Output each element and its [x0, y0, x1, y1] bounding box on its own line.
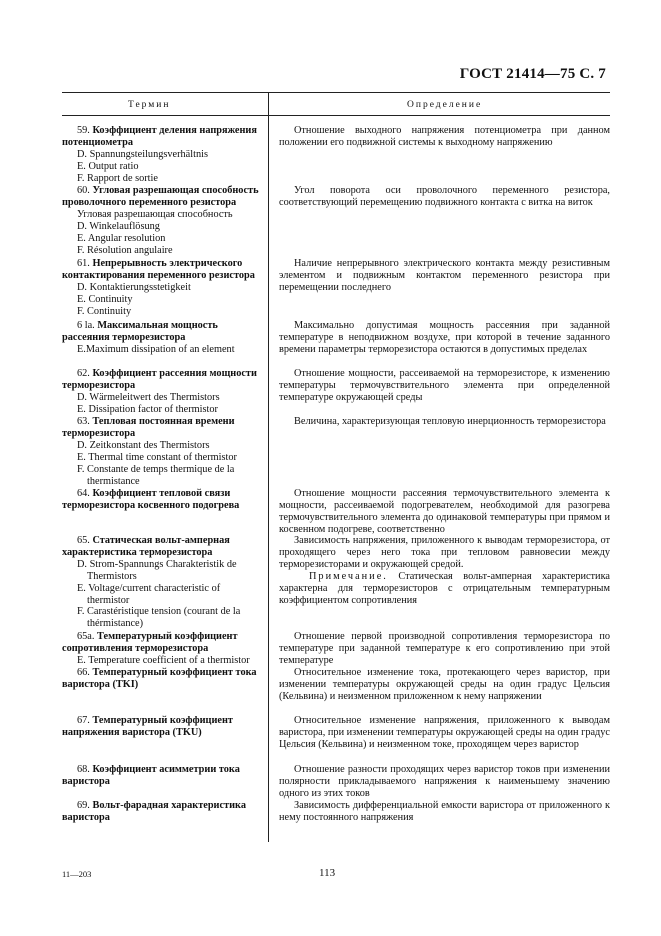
note-65: Примечание. Статическая вольт-амперная характеристика характерна для терморезисторов с отрицательным температурным коэффициентом сопротивления [279, 570, 610, 606]
column-header-term: Термин [128, 100, 171, 110]
term-64: 64. Коэффициент тепловой связи терморезистора косвенного подогрева [62, 488, 240, 511]
term-63: 63. Тепловая постоянная времени терморезистора D. Zeitkonstant des Thermistors E. Thermal time constant of thermistor F. Constante de temps thermique de la thermistance [62, 416, 237, 487]
page-number: 113 [319, 867, 336, 879]
term-66: 66. Температурный коэффициент тока варистора (TKI) [62, 667, 257, 690]
term-59: 59. Коэффициент деления напряжения потенциометра D. Spannungsteilungsverhältnis E. Output ratio F. Rapport de sortie [62, 125, 257, 184]
term-65: 65. Статическая вольт-амперная характеристика терморезистора D. Strom-Spannungs Charakteristik de Thermistors E. Voltage/current characteristic of thermistor F. Carastéristique tension (courant de la thérmistance) [62, 535, 241, 630]
column-header-definition: Определение [407, 100, 483, 110]
definition-69: Зависимость дифференциальной емкости варистора от приложенного к нему постоянного напряжения [279, 800, 610, 823]
definition-61a: Максимально допустимая мощность рассеяния при заданной температуре в неподвижном воздухе, при которой в течение заданного времени параметры терморезистора остаются в допустимых пределах [279, 320, 610, 355]
definition-59: Отношение выходного напряжения потенциометра при данном положении его подвижной системы к выходному напряжению [279, 125, 610, 148]
definition-65a: Отношение первой производной сопротивления терморезистора по температуре при заданной температуре к его сопротивлению при этой температуре [279, 631, 610, 666]
definition-67: Относительное изменение напряжения, приложенного к выводам варистора, при изменении температуры окружающей среды на один градус Цельсия (Кельвина) и неизменном токе, проходящем через варистор [279, 715, 610, 750]
term-65a: 65а. Температурный коэффициент сопротивления терморезистора E. Temperature coefficient of a thermistor [62, 631, 250, 666]
column-divider [268, 92, 269, 842]
print-code: 11—203 [62, 869, 92, 879]
definition-66: Относительное изменение тока, протекающего через варистор, при изменении температуры окружающей среды на один градус Цельсия (Кельвина) и неизменном приложенном к нему напряжении [279, 667, 610, 702]
definition-63: Величина, характеризующая тепловую инерционность терморезистора [294, 416, 606, 427]
term-61: 61. Непрерывность электрического контактирования переменного резистора D. Kontaktierungsstetigkeit E. Continuity F. Continuity [62, 258, 255, 317]
definition-60: Угол поворота оси проволочного переменного резистора, соответствующий перемещению подвижного контакта с витка на виток [279, 185, 610, 208]
term-60: 60. Угловая разрешающая способность проволочного переменного резистора Угловая разрешающая способность D. Winkelauflösung E. Angular resolution F. Résolution angulaire [62, 185, 259, 256]
table-header-rule [62, 115, 610, 116]
term-62: 62. Коэффициент рассеяния мощности терморезистора D. Wärmeleitwert des Thermistors E. Dissipation factor of thermistor [62, 368, 257, 415]
definition-64: Отношение мощности рассеяния термочувствительного элемента к мощности, рассеиваемой подогревателем, необходимой для разогрева термочувствительного элемента до одинаковой температуры при прямом и косвенном подогреве, соответственно [279, 488, 610, 535]
table-top-rule [62, 92, 610, 93]
definition-65: Зависимость напряжения, приложенного к выводам терморезистора, от проходящего через него тока при тепловом равновесии между терморезисторами и окружающей средой. Примечание. Статическая вольт-амперная характеристика характерна для терморезисторов с отрицательным температурным коэффициентом сопротивления [279, 535, 610, 606]
definition-68: Отношение разности проходящих через варистор токов при изменении полярности прикладываемого напряжения к наименьшему значению одного из этих токов [279, 764, 610, 799]
term-68: 68. Коэффициент асимметрии тока варистора [62, 764, 240, 787]
definition-61: Наличие непрерывного электрического контакта между резистивным элементом и подвижным контактом переменного резистора при перемещении последнего [279, 258, 610, 293]
definition-62: Отношение мощности, рассеиваемой на терморезисторе, к изменению температуры термочувствительного элемента при определенной температуре окружающей среды [279, 368, 610, 403]
term-67: 67. Температурный коэффициент напряжения варистора (TKU) [62, 715, 233, 738]
page-header: ГОСТ 21414—75 С. 7 [459, 66, 606, 82]
term-69: 69. Вольт-фарадная характеристика варистора [62, 800, 246, 823]
term-61a: 6 la. Максимальная мощность рассеяния терморезистора E.Maximum dissipation of an element [62, 320, 235, 355]
